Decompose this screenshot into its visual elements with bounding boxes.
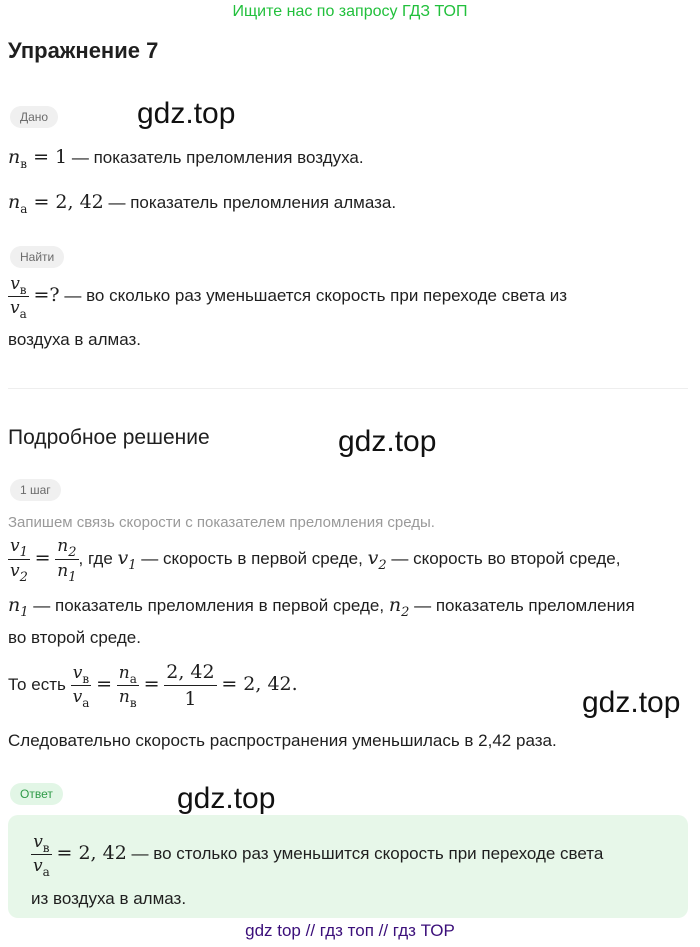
given-chip	[10, 106, 58, 128]
find-text-2: воздуха в алмаз.	[8, 330, 142, 349]
watermark-1: gdz.top	[137, 97, 236, 130]
answer-line-1	[31, 832, 603, 877]
relation-v2-symbol: $v_2$	[367, 546, 387, 573]
relation-n2-symbol: $n_2$	[388, 594, 410, 620]
section-divider	[8, 388, 688, 389]
relation-v-fraction: $\frac{v_1}{v_2}$	[10, 536, 28, 585]
exercise-title: Упражнение 7	[8, 38, 159, 63]
solution-conclusion: Следовательно скорость распространения уменьшилась в 2,42 раза.	[8, 731, 557, 750]
given-line-1	[8, 146, 364, 171]
answer-value: = 2, 42	[56, 841, 127, 864]
given-chip-label: Дано	[10, 106, 58, 128]
find-chip	[10, 246, 64, 268]
find-fraction: $\frac{v_в}{v_а}$	[10, 274, 27, 321]
given-n-air-symbol: $n_в = 1$	[8, 146, 68, 171]
given-n-diamond-text: — показатель преломления алмаза.	[108, 193, 397, 212]
relation-line-2-text-2: — показатель преломления	[414, 596, 635, 615]
relation-n1-symbol: $n_1$	[8, 594, 29, 620]
watermark-3: gdz.top	[582, 686, 681, 719]
solution-heading: Подробное решение	[8, 426, 210, 449]
watermark-2: gdz.top	[338, 425, 437, 458]
watermark-4: gdz.top	[177, 782, 276, 815]
relation-v1-symbol: $v_1$	[117, 546, 137, 573]
solution-intro: Запишем связь скорости с показателем преломления среды.	[8, 514, 435, 531]
relation-line-2-text-1: — показатель преломления в первой среде,	[33, 596, 385, 615]
answer-text-2: из воздуха в алмаз.	[31, 889, 187, 908]
given-n-diamond-symbol: $n_а = 2$, 42	[8, 191, 104, 216]
thus-result: = 2, 42.	[221, 672, 298, 695]
find-chip-label: Найти	[10, 246, 64, 268]
relation-line-1: $\frac{v_1}{v_2}$ = $\frac{n_2}{n_1}$ , где $v_1$ — скорость в первой среде, $v_2$ — скорость во второй среде,	[10, 536, 621, 585]
thus-v-fraction: $\frac{v_в}{v_а}$	[72, 663, 90, 710]
footer-links: gdz top // гдз топ // гдз ТОР	[245, 921, 455, 940]
relation-n-fraction: $\frac{n_2}{n_1}$	[57, 536, 77, 585]
relation-line-3: во второй среде.	[8, 628, 141, 647]
top-banner: Ищите нас по запросу ГДЗ ТОП	[232, 3, 468, 20]
step-chip	[10, 479, 61, 501]
find-line-1	[8, 274, 567, 319]
relation-line-2	[8, 594, 635, 620]
answer-text-1: — во столько раз уменьшится скорость при переходе света	[131, 843, 604, 863]
given-line-2	[8, 191, 397, 216]
answer-chip	[10, 783, 63, 805]
given-n-air-text: — показатель преломления воздуха.	[71, 148, 364, 167]
relation-text-2: — скорость в первой среде,	[141, 548, 363, 568]
thus-label: То есть	[8, 674, 66, 694]
answer-chip-label: Ответ	[10, 783, 63, 805]
step-chip-label: 1 шаг	[10, 479, 61, 501]
relation-text-3: — скорость во второй среде,	[391, 548, 621, 568]
find-equals: =?	[33, 283, 60, 306]
answer-fraction: $\frac{v_в}{v_а}$	[33, 832, 50, 879]
thus-n-fraction: $\frac{n_а}{n_в}$	[118, 663, 137, 710]
relation-text-1: , где	[78, 548, 113, 568]
thus-line: То есть $\frac{v_в}{v_а}$ = $\frac{n_а}{n_в}$ = $\frac{2, 42}{1}$ = 2, 42.	[8, 661, 298, 710]
find-text-1: — во сколько раз уменьшается скорость при переходе света из	[64, 285, 568, 305]
thus-number-fraction: $\frac{2, 42}{1}$	[166, 661, 215, 710]
